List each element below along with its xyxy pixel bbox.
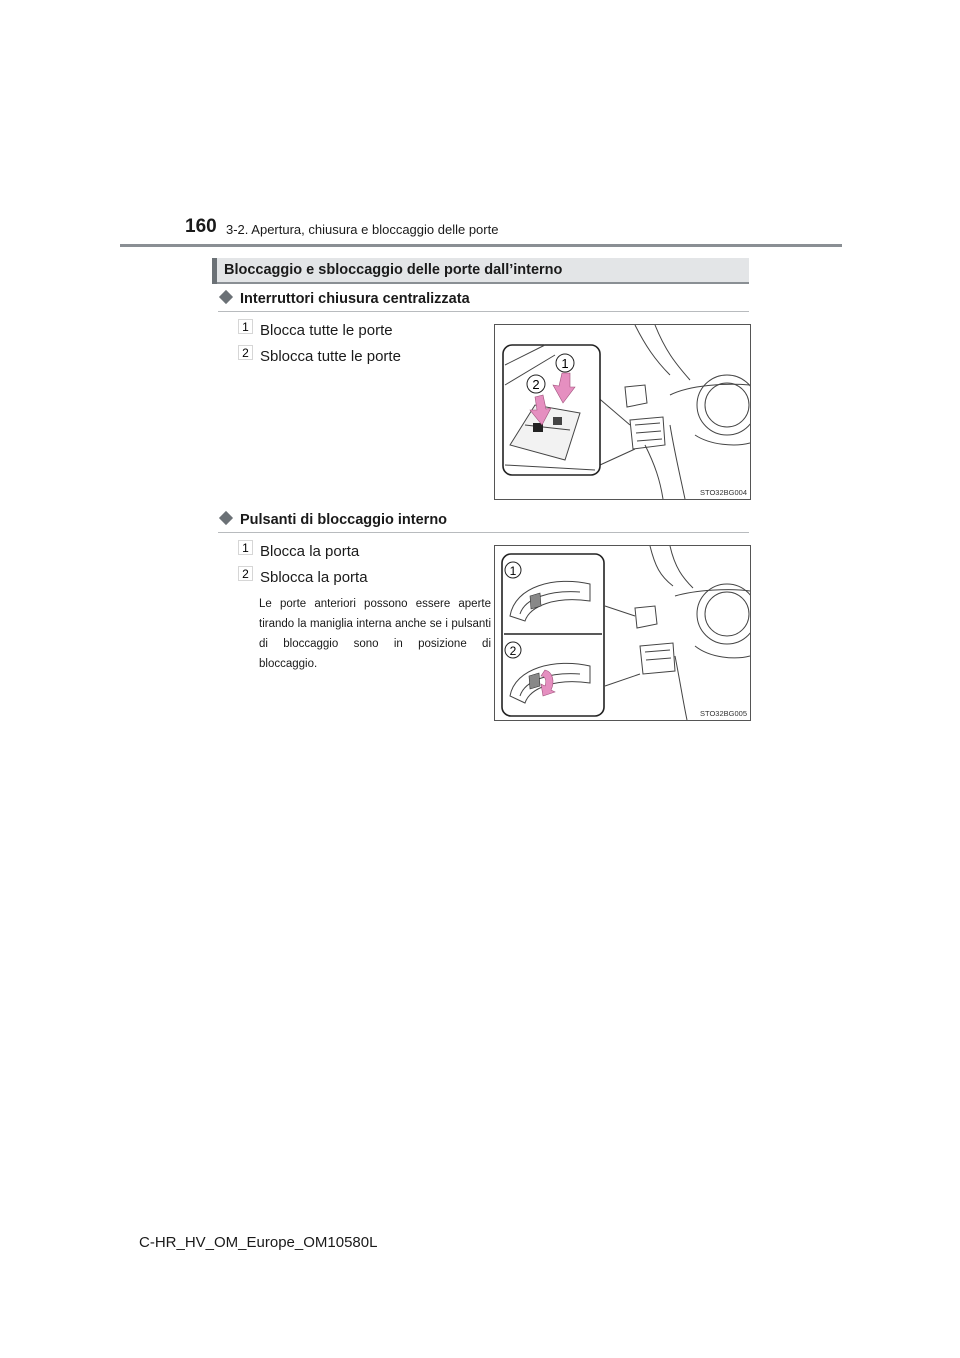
subsection-rule xyxy=(218,532,749,533)
chapter-title: 3-2. Apertura, chiusura e bloccaggio delle porte xyxy=(226,222,499,237)
item-number: 2 xyxy=(242,567,249,581)
diamond-bullet-icon xyxy=(219,290,233,304)
subsection-heading xyxy=(218,512,447,528)
diamond-bullet-icon xyxy=(219,511,233,525)
figure-code: STO32BG004 xyxy=(700,488,747,497)
note-text: Le porte anteriori possono essere aperte tirando la maniglia interna anche se i pulsanti di bloccaggio sono in posizione di bloccaggio. xyxy=(259,598,491,670)
number-2-icon xyxy=(238,566,253,581)
number-2-icon xyxy=(238,345,253,360)
figure-code: STO32BG005 xyxy=(700,709,747,718)
item-number: 1 xyxy=(242,320,249,334)
section-accent xyxy=(212,258,217,284)
section-header xyxy=(212,258,749,284)
subsection-heading-text: Interruttori chiusura centralizzata xyxy=(240,291,470,307)
item-number: 2 xyxy=(242,346,249,360)
figure-inside-lock-button xyxy=(494,545,751,721)
subsection-heading-text: Pulsanti di bloccaggio interno xyxy=(240,512,448,528)
subsection-rule xyxy=(218,311,749,312)
item-number: 1 xyxy=(242,541,249,555)
item-text: Blocca la porta xyxy=(260,543,360,560)
callout-2: 2 xyxy=(509,644,517,658)
page-number: 160 xyxy=(185,216,217,237)
item-text: Sblocca tutte le porte xyxy=(260,348,401,365)
document-id: C-HR_HV_OM_Europe_OM10580L xyxy=(139,1234,378,1251)
section-title: Bloccaggio e sbloccaggio delle porte dall’interno xyxy=(224,262,563,278)
number-1-icon xyxy=(238,540,253,555)
item-text: Sblocca la porta xyxy=(260,569,368,586)
callout-1: 1 xyxy=(561,356,569,371)
door-lock-switch-illustration xyxy=(495,325,750,499)
figure-door-lock-switch xyxy=(494,324,751,500)
number-1-icon xyxy=(238,319,253,334)
inside-lock-button-illustration xyxy=(495,546,750,720)
header-rule xyxy=(120,244,842,247)
callout-1: 1 xyxy=(509,564,517,578)
callout-2: 2 xyxy=(532,377,540,392)
item-text: Blocca tutte le porte xyxy=(260,322,393,339)
subsection-heading xyxy=(218,291,470,307)
